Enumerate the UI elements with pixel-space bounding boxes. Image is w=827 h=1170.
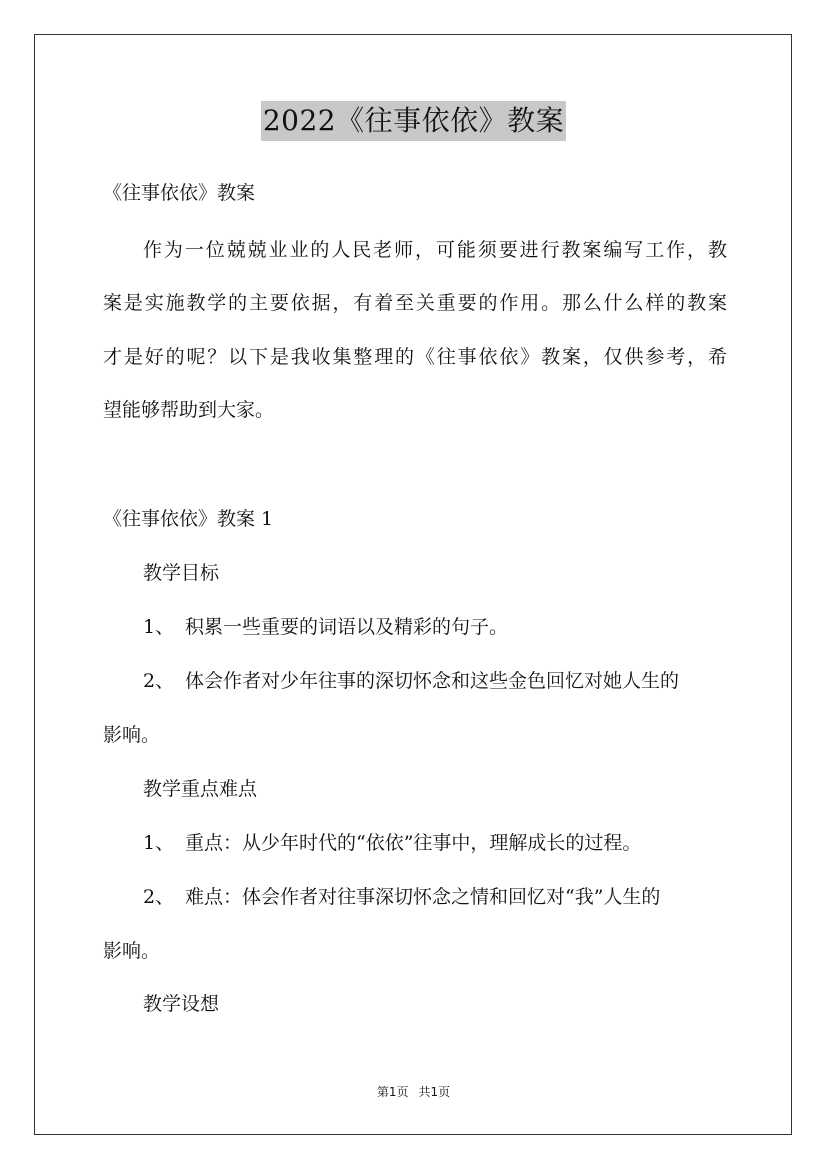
page-number: 第1页 [376, 1085, 409, 1099]
goal-item-2-text: 体会作者对少年往事的深切怀念和这些金色回忆对她人生的 [185, 670, 680, 692]
key-point-item-2-continued: 影响。 [103, 940, 161, 962]
key-point-item-1-number: 1、 [143, 832, 175, 854]
page-total: 共1页 [418, 1085, 451, 1099]
key-points-heading: 教学重点难点 [143, 778, 258, 800]
key-point-item-2 [143, 884, 727, 910]
document-title: 2022《往事依依》教案 [261, 101, 566, 141]
page-footer [0, 1084, 827, 1100]
document-subtitle: 《往事依依》教案 [103, 182, 256, 204]
goal-item-1-text: 积累一些重要的词语以及精彩的句子。 [185, 616, 509, 638]
key-point-item-1-text: 重点：从少年时代的“依依”往事中，理解成长的过程。 [185, 832, 642, 854]
section-title: 《往事依依》教案 1 [103, 508, 274, 530]
goal-item-2 [143, 668, 727, 694]
intro-line-4: 望能够帮助到大家。 [103, 399, 275, 421]
goal-item-2-continued: 影响。 [103, 724, 161, 746]
key-point-item-1 [143, 830, 727, 856]
intro-line-3: 才是好的呢？以下是我收集整理的《往事依依》教案，仅供参考，希 [103, 346, 727, 368]
intro-line-1: 作为一位兢兢业业的人民老师，可能须要进行教案编写工作，教 [143, 239, 727, 261]
goal-item-1-number: 1、 [143, 616, 175, 638]
key-point-item-2-text: 难点：体会作者对往事深切怀念之情和回忆对“我”人生的 [185, 886, 661, 908]
goal-item-2-number: 2、 [143, 670, 175, 692]
intro-line-2: 案是实施教学的主要依据，有着至关重要的作用。那么什么样的教案 [103, 292, 727, 314]
title-container [0, 101, 827, 141]
goal-item-1 [143, 614, 727, 640]
design-heading: 教学设想 [143, 993, 220, 1015]
goals-heading: 教学目标 [143, 562, 220, 584]
key-point-item-2-number: 2、 [143, 886, 175, 908]
